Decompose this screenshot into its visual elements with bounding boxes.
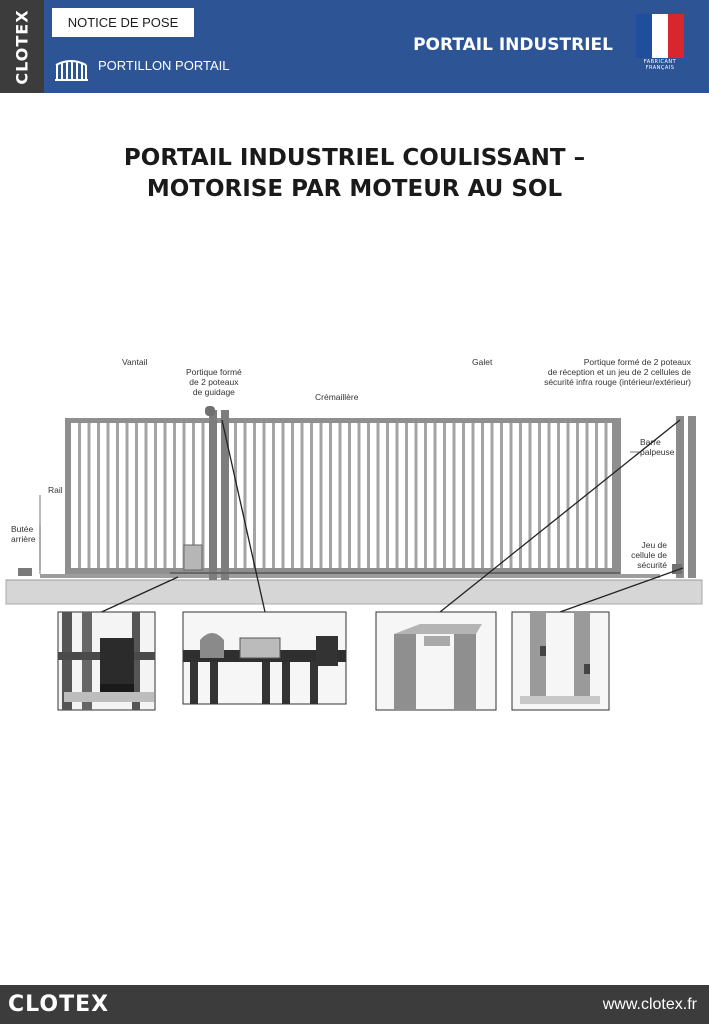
label-galet: Galet: [472, 357, 493, 367]
gate-bar: [595, 423, 598, 568]
gate-bar: [244, 423, 247, 568]
label-portique-guidage: [186, 367, 242, 397]
gate-bar: [548, 423, 551, 568]
label-portique-reception: [544, 357, 691, 387]
gate-bar: [396, 423, 399, 568]
detail-cellule: [512, 612, 609, 710]
gate-bar: [500, 423, 503, 568]
gate-bar: [538, 423, 541, 568]
gate-bar: [472, 423, 475, 568]
gate-bar: [253, 423, 256, 568]
gate-bar: [567, 423, 570, 568]
label-butee-arriere: [11, 524, 36, 544]
gate-frame: [65, 418, 621, 574]
gate-bar: [234, 423, 237, 568]
notice-label-box: NOTICE DE POSE: [52, 8, 194, 37]
page-title-line-1: PORTAIL INDUSTRIEL COULISSANT –: [123, 145, 586, 171]
label-portique-reception-line-3: sécurité infra rouge (intérieur/extérieur): [544, 377, 691, 387]
gate-bar: [358, 423, 361, 568]
gate-bar: [164, 423, 167, 568]
gate-bar: [462, 423, 465, 568]
flag-caption: [636, 59, 684, 71]
gate-bar: [576, 423, 579, 568]
label-jeu-cellule-line-3: sécurité: [637, 560, 667, 570]
gate-bar: [78, 423, 81, 568]
footer-brand-logo: CLOTEX: [8, 992, 110, 1017]
label-jeu-cellule: [631, 540, 667, 570]
footer-website-link[interactable]: www.clotex.fr: [602, 996, 697, 1013]
detail-reception: [376, 612, 496, 710]
footer-bar: [0, 985, 709, 1024]
gate-bar: [310, 423, 313, 568]
gate-bar: [88, 423, 91, 568]
gate-bar: [377, 423, 380, 568]
gate-bar: [367, 423, 370, 568]
gate-bar: [405, 423, 408, 568]
detail-guidage: [183, 612, 346, 704]
gate-bar: [116, 423, 119, 568]
label-rail: Rail: [48, 485, 63, 495]
gate-bar: [481, 423, 484, 568]
category-label: PORTILLON PORTAIL: [98, 58, 230, 73]
label-barre-palpeuse-line-1: Barre: [640, 437, 661, 447]
gate-bar: [434, 423, 437, 568]
label-portique-reception-line-1: Portique formé de 2 poteaux: [583, 357, 691, 367]
gate-bar: [263, 423, 266, 568]
gate-bar: [329, 423, 332, 568]
detail-motor: [58, 612, 155, 710]
label-barre-palpeuse-line-2: palpeuse: [640, 447, 675, 457]
gate-bar: [557, 423, 560, 568]
gate-bar: [320, 423, 323, 568]
gate-bar: [126, 423, 129, 568]
gate-diagram: [0, 340, 709, 720]
gate-icon: [54, 55, 88, 83]
gate-bars: [78, 423, 608, 568]
gate-bar: [491, 423, 494, 568]
label-barre-palpeuse: [640, 437, 675, 457]
label-butee-arriere-line-1: Butée: [11, 524, 34, 534]
gate-bar: [301, 423, 304, 568]
gate-bar: [386, 423, 389, 568]
gate-bar: [282, 423, 285, 568]
label-vantail: Vantail: [122, 357, 148, 367]
gate-bar: [443, 423, 446, 568]
gate-bar: [605, 423, 608, 568]
label-butee-arriere-line-2: arrière: [11, 534, 36, 544]
gate-bar: [453, 423, 456, 568]
french-flag-badge: [636, 14, 684, 74]
gate-bar: [339, 423, 342, 568]
gate-bar: [510, 423, 513, 568]
brand-logo-strip: [0, 0, 44, 93]
label-portique-guidage-line-3: de guidage: [192, 387, 235, 397]
label-portique-reception-line-2: de réception et un jeu de 2 cellules de: [547, 367, 691, 377]
gate-bar: [173, 423, 176, 568]
gate-bar: [135, 423, 138, 568]
flag-caption-line-2: FRANÇAIS: [645, 65, 675, 71]
section-title: PORTAIL INDUSTRIEL: [413, 35, 613, 55]
page-title-line-2: MOTORISE PAR MOTEUR AU SOL: [146, 176, 563, 202]
flag-caption-line-1: FABRICANT: [643, 59, 677, 65]
label-cremaillere: Crémaillère: [315, 392, 359, 402]
gate-bar: [154, 423, 157, 568]
gate-bar: [529, 423, 532, 568]
label-portique-guidage-line-2: de 2 poteaux: [189, 377, 239, 387]
gate-bar: [107, 423, 110, 568]
label-jeu-cellule-line-2: cellule de: [631, 550, 667, 560]
gate-bar: [145, 423, 148, 568]
gate-bar: [415, 423, 418, 568]
gate-bar: [348, 423, 351, 568]
gate-bar: [291, 423, 294, 568]
page-title: [0, 143, 709, 205]
gate-bar: [97, 423, 100, 568]
gate-bar: [272, 423, 275, 568]
french-flag-icon: [636, 14, 684, 58]
label-jeu-cellule-line-1: Jeu de: [641, 540, 667, 550]
brand-logo-vertical: CLOTEX: [12, 9, 32, 85]
gate-bar: [424, 423, 427, 568]
label-portique-guidage-line-1: Portique formé: [186, 367, 242, 377]
header-banner: [0, 0, 709, 93]
